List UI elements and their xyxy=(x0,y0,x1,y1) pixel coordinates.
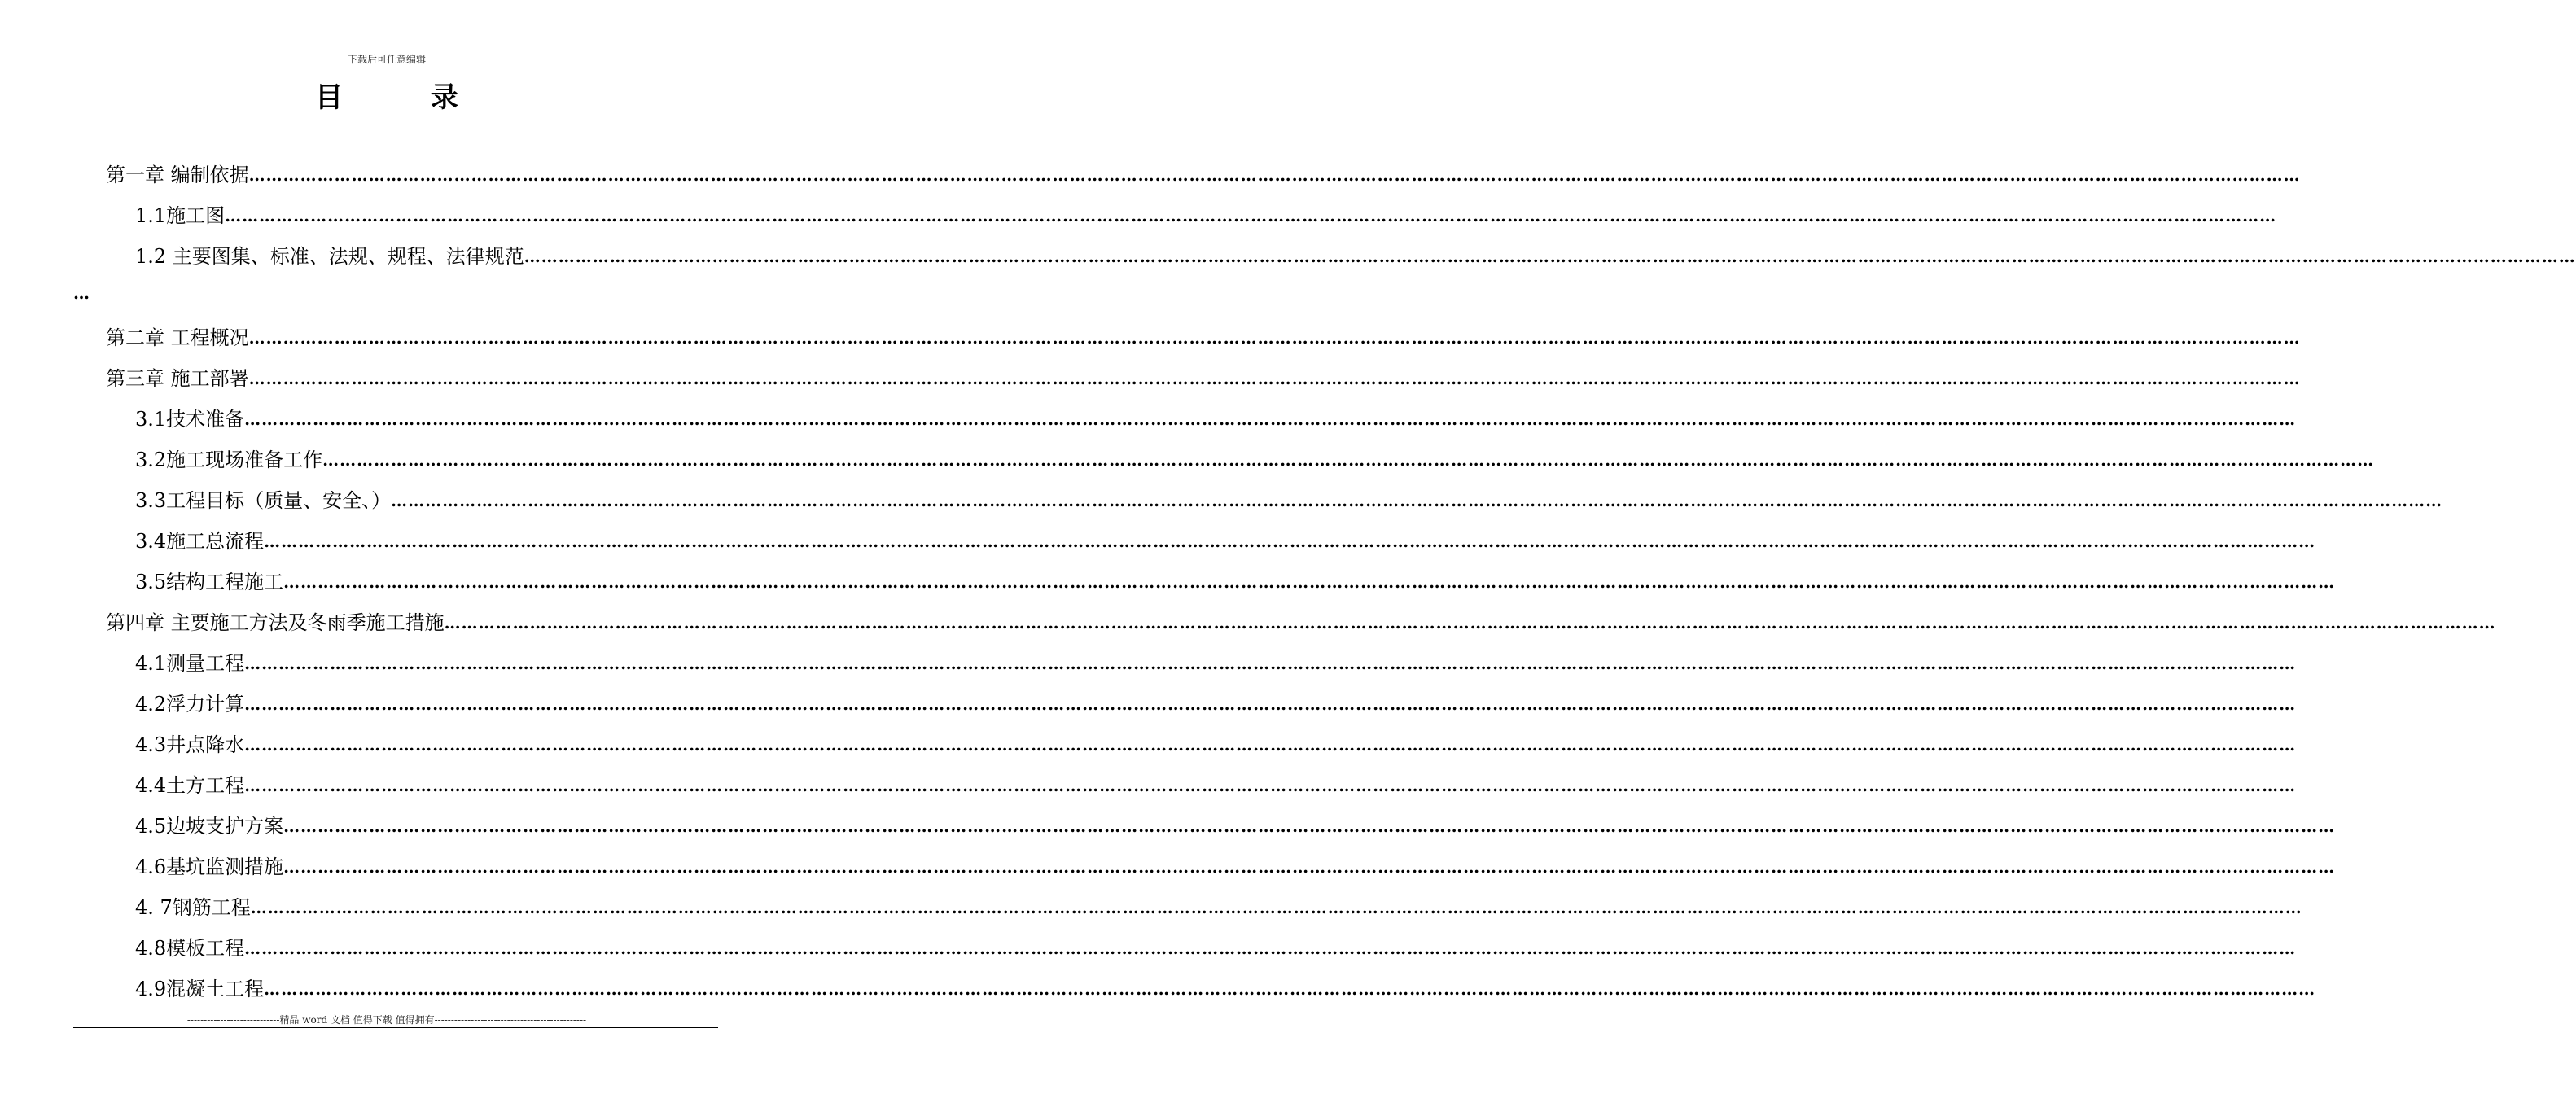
toc-entry-text: 4.9混凝土工程 xyxy=(135,978,265,1000)
toc-entry-text: 第二章 工程概况 xyxy=(106,326,249,349)
dot-leader: ……………………………………………………………………………………………………………………………………………………………………………………………………………………………………………………………………………………………………………………………… xyxy=(322,450,2375,470)
toc-entry-text: 4.4土方工程 xyxy=(135,774,245,797)
dot-leader: ……………………………………………………………………………………………………………………………………………………………………………………………………………………………………………………………………………………………………………………………… xyxy=(264,532,2316,551)
dot-leader: ……………………………………………………………………………………………………………………………………………………………………………………………………………………………………………………………………………………………………………………………… xyxy=(524,247,2576,266)
toc-entry-text: 3.3工程目标（质量、安全、） xyxy=(135,489,392,512)
toc-entry-text: 4.6基坑监测措施 xyxy=(135,856,284,878)
toc-entry[interactable] xyxy=(135,773,2297,798)
page-header-note: 下载后可任意编辑 xyxy=(347,54,426,65)
toc-entry-text: 1.2 主要图集、标准、法规、规程、法律规范 xyxy=(135,245,524,268)
dot-leader: ……………………………………………………………………………………………………………………………………………………………………………………………………………………………………………………………………………………………………………………………… xyxy=(264,979,2316,999)
dot-leader: ……………………………………………………………………………………………………………………………………………………………………………………………………………………………………………………………………………………………………………………………… xyxy=(244,939,2297,958)
toc-entry-text: 第四章 主要施工方法及冬雨季施工措施 xyxy=(106,611,445,634)
dot-leader: ……………………………………………………………………………………………………………………………………………………………………………………………………………………………………………………………………………………………………………………………… xyxy=(244,654,2297,673)
page-title: 目 录 xyxy=(315,81,497,114)
toc-entry-text: 1.1施工图 xyxy=(135,204,226,227)
dot-leader: ……………………………………………………………………………………………………………………………………………………………………………………………………………………………………………………………………………………………………………………………… xyxy=(283,572,2336,592)
toc-entry-text: 第一章 编制依据 xyxy=(106,164,249,186)
toc-entry[interactable] xyxy=(135,570,2336,594)
toc-entry[interactable] xyxy=(135,855,2336,879)
toc-entry[interactable] xyxy=(135,814,2336,838)
toc-entry[interactable] xyxy=(135,488,2443,513)
dot-leader: ……………………………………………………………………………………………………………………………………………………………………………………………………………………………………………………………………………………………………………………………… xyxy=(248,165,2301,185)
dot-leader: ……………………………………………………………………………………………………………………………………………………………………………………………………………………………………………………………………………………………………………………………… xyxy=(248,369,2301,388)
toc-entry-text: 4. 7钢筋工程 xyxy=(135,896,251,919)
dot-leader: ……………………………………………………………………………………………………………………………………………………………………………………………………………………………………………………………………………………………………………………………… xyxy=(244,776,2297,795)
toc-entry-text: 3.2施工现场准备工作 xyxy=(135,449,323,471)
toc-entry[interactable] xyxy=(106,366,2301,391)
dot-leader: ……………………………………………………………………………………………………………………………………………………………………………………………………………………………………………………………………………………………………………………………… xyxy=(283,816,2336,836)
toc-entry-text: 3.1技术准备 xyxy=(135,408,245,431)
toc-entry[interactable] xyxy=(106,163,2301,187)
toc-entry[interactable] xyxy=(135,651,2297,676)
toc-entry-text: 4.1测量工程 xyxy=(135,652,245,675)
toc-entry[interactable] xyxy=(135,448,2375,472)
page-footer-note: ----------------------------精品 word 文档 值得下载 值得拥有---------------------------------------------- xyxy=(186,1014,587,1026)
toc-entry[interactable] xyxy=(135,529,2316,554)
toc-entry[interactable] xyxy=(106,610,2496,635)
toc-entry[interactable] xyxy=(135,203,2277,228)
dot-leader: ……………………………………………………………………………………………………………………………………………………………………………………………………………………………………………………………………………………………………………………………… xyxy=(444,613,2496,632)
dot-leader: ……………………………………………………………………………………………………………………………………………………………………………………………………………………………………………………………………………………………………………………………… xyxy=(248,328,2301,348)
toc-entry[interactable] xyxy=(135,936,2297,961)
dot-leader: ……………………………………………………………………………………………………………………………………………………………………………………………………………………………………………………………………………………………………………………………… xyxy=(244,409,2297,429)
toc-entry[interactable] xyxy=(135,407,2297,431)
toc-entry[interactable] xyxy=(106,326,2301,350)
dot-leader: ……………………………………………………………………………………………………………………………………………………………………………………………………………………………………………………………………………………………………………………………… xyxy=(225,206,2277,225)
toc-entry-text: 3.4施工总流程 xyxy=(135,530,265,553)
toc-entry-text: 3.5结构工程施工 xyxy=(135,571,284,593)
dot-leader: ……………………………………………………………………………………………………………………………………………………………………………………………………………………………………………………………………………………………………………………………… xyxy=(391,491,2443,510)
toc-entry-text: 4.5边坡支护方案 xyxy=(135,815,284,838)
toc-entry[interactable] xyxy=(135,895,2302,920)
dot-leader: ……………………………………………………………………………………………………………………………………………………………………………………………………………………………………………………………………………………………………………………………… xyxy=(244,735,2297,755)
toc-entry[interactable] xyxy=(135,733,2297,757)
toc-entry-text: 4.2浮力计算 xyxy=(135,693,245,715)
toc-entry-text: 4.8模板工程 xyxy=(135,937,245,960)
toc-entry[interactable] xyxy=(135,244,2576,269)
dot-leader: ……………………………………………………………………………………………………………………………………………………………………………………………………………………………………………………………………………………………………………………………… xyxy=(250,898,2302,917)
footer-divider xyxy=(73,1027,718,1028)
continuation-dots: … xyxy=(73,283,90,303)
dot-leader: ……………………………………………………………………………………………………………………………………………………………………………………………………………………………………………………………………………………………………………………………… xyxy=(244,694,2297,714)
toc-entry-text: 第三章 施工部署 xyxy=(106,367,249,390)
dot-leader: ……………………………………………………………………………………………………………………………………………………………………………………………………………………………………………………………………………………………………………………………… xyxy=(283,857,2336,877)
toc-entry-text: 4.3井点降水 xyxy=(135,733,245,756)
toc-entry[interactable] xyxy=(135,977,2316,1001)
toc-entry[interactable] xyxy=(135,692,2297,716)
